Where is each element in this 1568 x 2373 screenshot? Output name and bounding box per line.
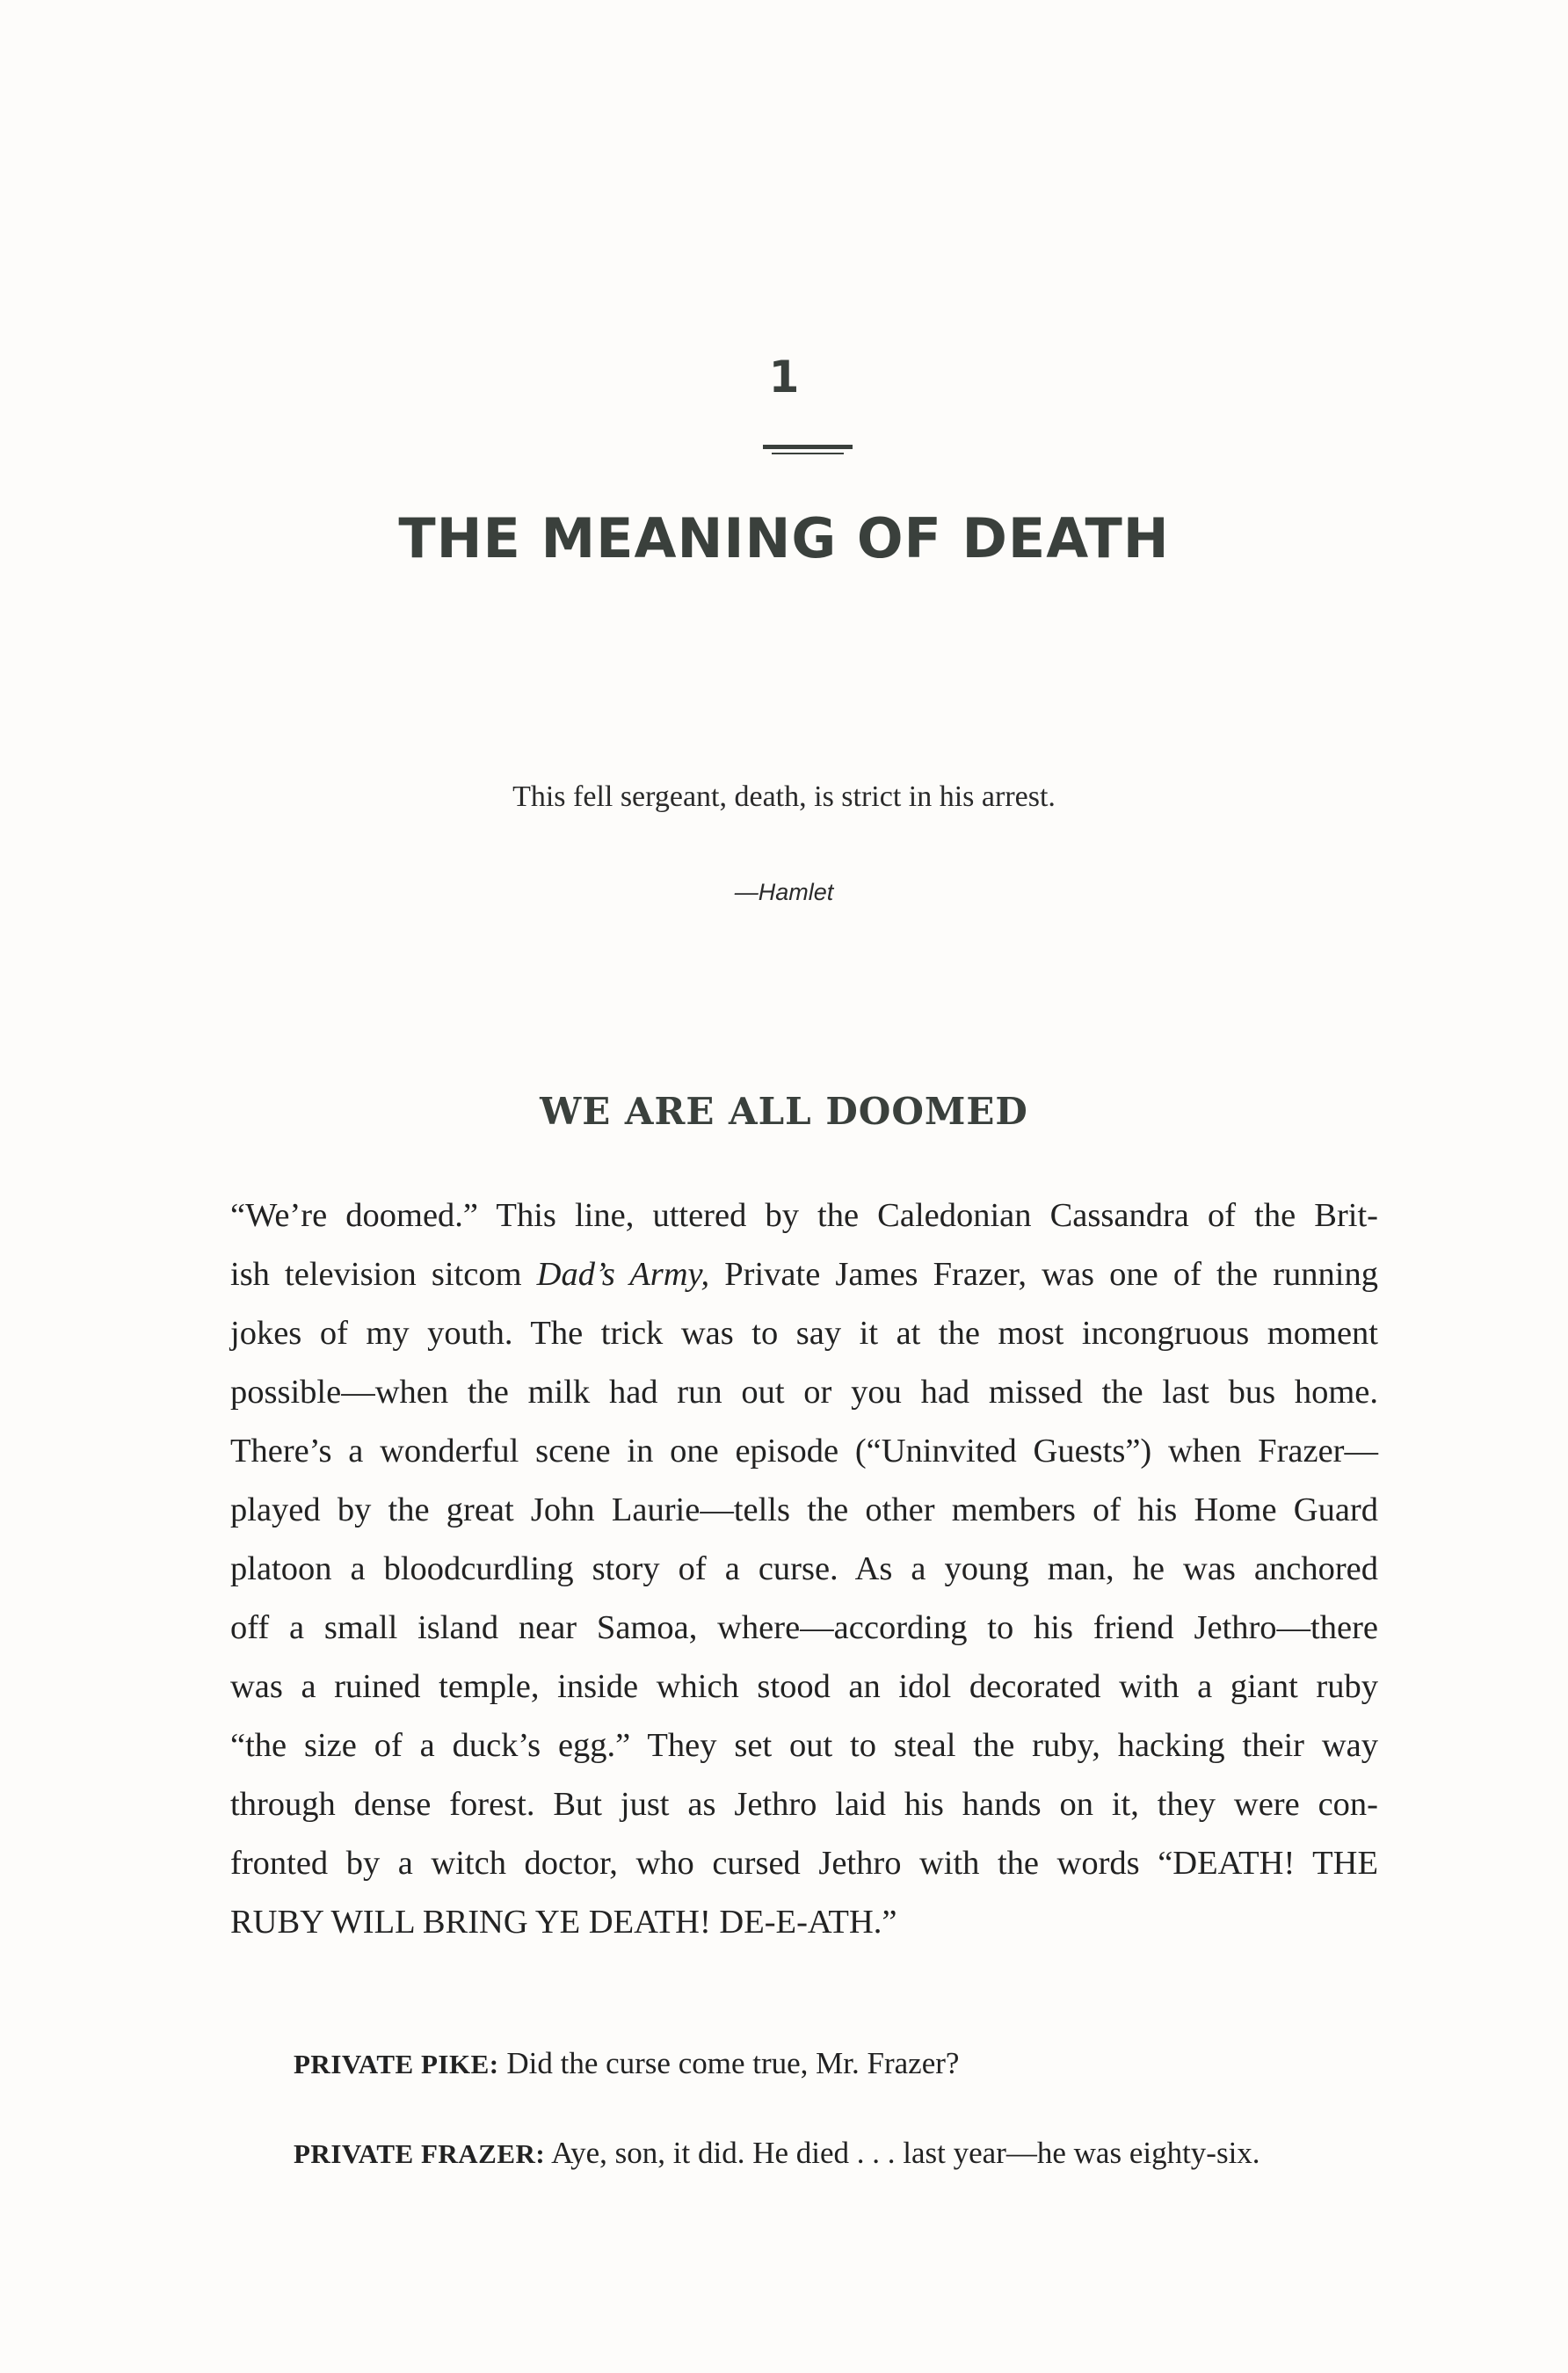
dialogue-line	[294, 2136, 1260, 2171]
paragraph-line: fronted by a witch doctor, who cursed Jethro with the words “DEATH! THE	[230, 1845, 1378, 1882]
dialogue-text: Did the curse come true, Mr. Frazer?	[498, 2046, 960, 2080]
paragraph-line: was a ruined temple, inside which stood an idol decorated with a giant ruby	[230, 1668, 1378, 1705]
chapter-rule	[763, 445, 853, 455]
chapter-number: 1	[768, 352, 800, 403]
paragraph-line: There’s a wonderful scene in one episode (“Uninvited Guests”) when Frazer—	[230, 1433, 1378, 1470]
paragraph-line: through dense forest. But just as Jethro laid his hands on it, they were con-	[230, 1786, 1378, 1823]
paragraph-line: jokes of my youth. The trick was to say it at the most incongruous moment	[230, 1315, 1378, 1352]
paragraph-line: “the size of a duck’s egg.” They set out to steal the ruby, hacking their way	[230, 1727, 1378, 1764]
dialogue-line	[294, 2046, 959, 2081]
body-paragraph	[230, 1186, 1378, 1952]
dialogue-text: Aye, son, it did. He died . . . last year—he was eighty-six.	[545, 2136, 1260, 2170]
chapter-rule-thin	[772, 453, 844, 454]
paragraph-line: off a small island near Samoa, where—according to his friend Jethro—there	[230, 1609, 1378, 1646]
paragraph-line: RUBY WILL BRING YE DEATH! DE-E-ATH.”	[230, 1904, 897, 1941]
paragraph-line	[230, 1245, 1378, 1304]
paragraph-line: possible—when the milk had run out or you had missed the last bus home.	[230, 1374, 1378, 1411]
chapter-title: THE MEANING OF DEATH	[398, 506, 1170, 570]
chapter-rule-thick	[763, 445, 853, 449]
paragraph-line: played by the great John Laurie—tells the other members of his Home Guard	[230, 1491, 1378, 1528]
line-text: Private James Frazer, was one of the running	[709, 1256, 1378, 1293]
dialogue-speaker: PRIVATE PIKE:	[294, 2049, 499, 2079]
show-title: Dad’s Army,	[536, 1256, 710, 1293]
dialogue-speaker: PRIVATE FRAZER:	[294, 2138, 546, 2169]
line-text: ish television sitcom	[230, 1256, 537, 1293]
paragraph-line: “We’re doomed.” This line, uttered by the Caledonian Cassandra of the Brit-	[230, 1197, 1378, 1234]
section-heading: WE ARE ALL DOOMED	[540, 1090, 1028, 1133]
epigraph-quote: This fell sergeant, death, is strict in his arrest.	[512, 780, 1056, 813]
epigraph-source: —Hamlet	[734, 879, 834, 905]
paragraph-line: platoon a bloodcurdling story of a curse. As a young man, he was anchored	[230, 1550, 1378, 1587]
